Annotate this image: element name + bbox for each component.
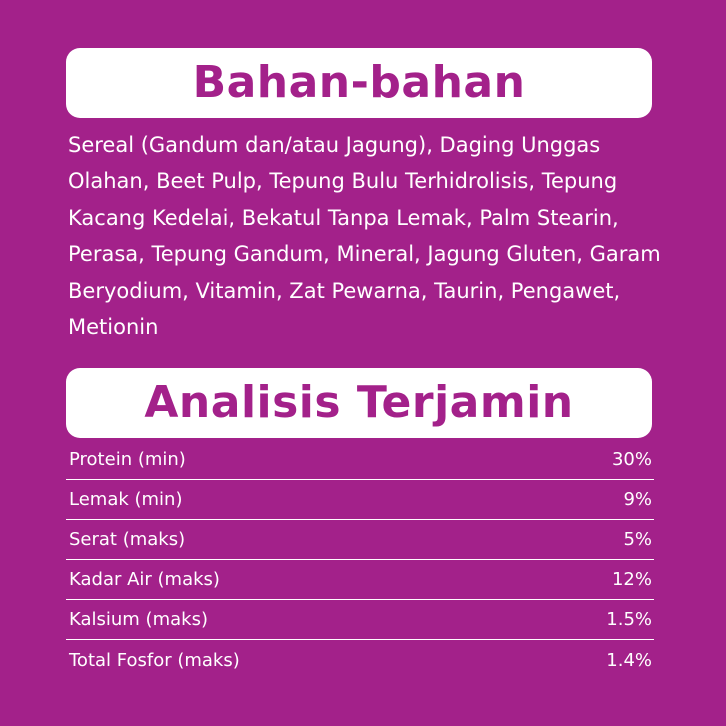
analysis-value: 9% (623, 489, 652, 510)
ingredients-list: Sereal (Gandum dan/atau Jagung), Daging Unggas Olahan, Beet Pulp, Tepung Bulu Terhidrolisis, Tepung Kacang Kedelai, Bekatul Tanpa Lemak, Palm Stearin, Perasa, Tepung Gandum, Mineral, Jagung Gluten, Garam Beryodium, Vitamin, Zat Pewarna, Taurin, Pengawet, Metionin (68, 133, 661, 340)
analysis-row-calcium (66, 600, 654, 640)
analysis-title-banner (66, 368, 652, 438)
analysis-row-phosphorus (66, 640, 654, 680)
analysis-label: Kadar Air (maks) (69, 569, 220, 590)
analysis-label: Total Fosfor (maks) (69, 649, 240, 671)
analysis-row-fiber (66, 520, 654, 560)
analysis-label: Protein (min) (69, 449, 186, 470)
analysis-value: 5% (623, 529, 652, 550)
analysis-label: Lemak (min) (69, 489, 183, 510)
analysis-value: 30% (611, 449, 652, 470)
analysis-label: Serat (maks) (69, 529, 186, 550)
ingredients-title: Bahan-bahan (192, 57, 526, 108)
analysis-label: Kalsium (maks) (69, 609, 208, 630)
ingredients-title-banner (66, 48, 652, 118)
analysis-table (66, 440, 654, 680)
analysis-value: 1.5% (606, 609, 652, 630)
analysis-value: 12% (611, 569, 652, 590)
analysis-value: 1.4% (606, 649, 652, 671)
analysis-row-moisture (66, 560, 654, 600)
analysis-row-protein (66, 440, 654, 480)
analysis-title: Analisis Terjamin (144, 377, 574, 428)
analysis-row-fat (66, 480, 654, 520)
